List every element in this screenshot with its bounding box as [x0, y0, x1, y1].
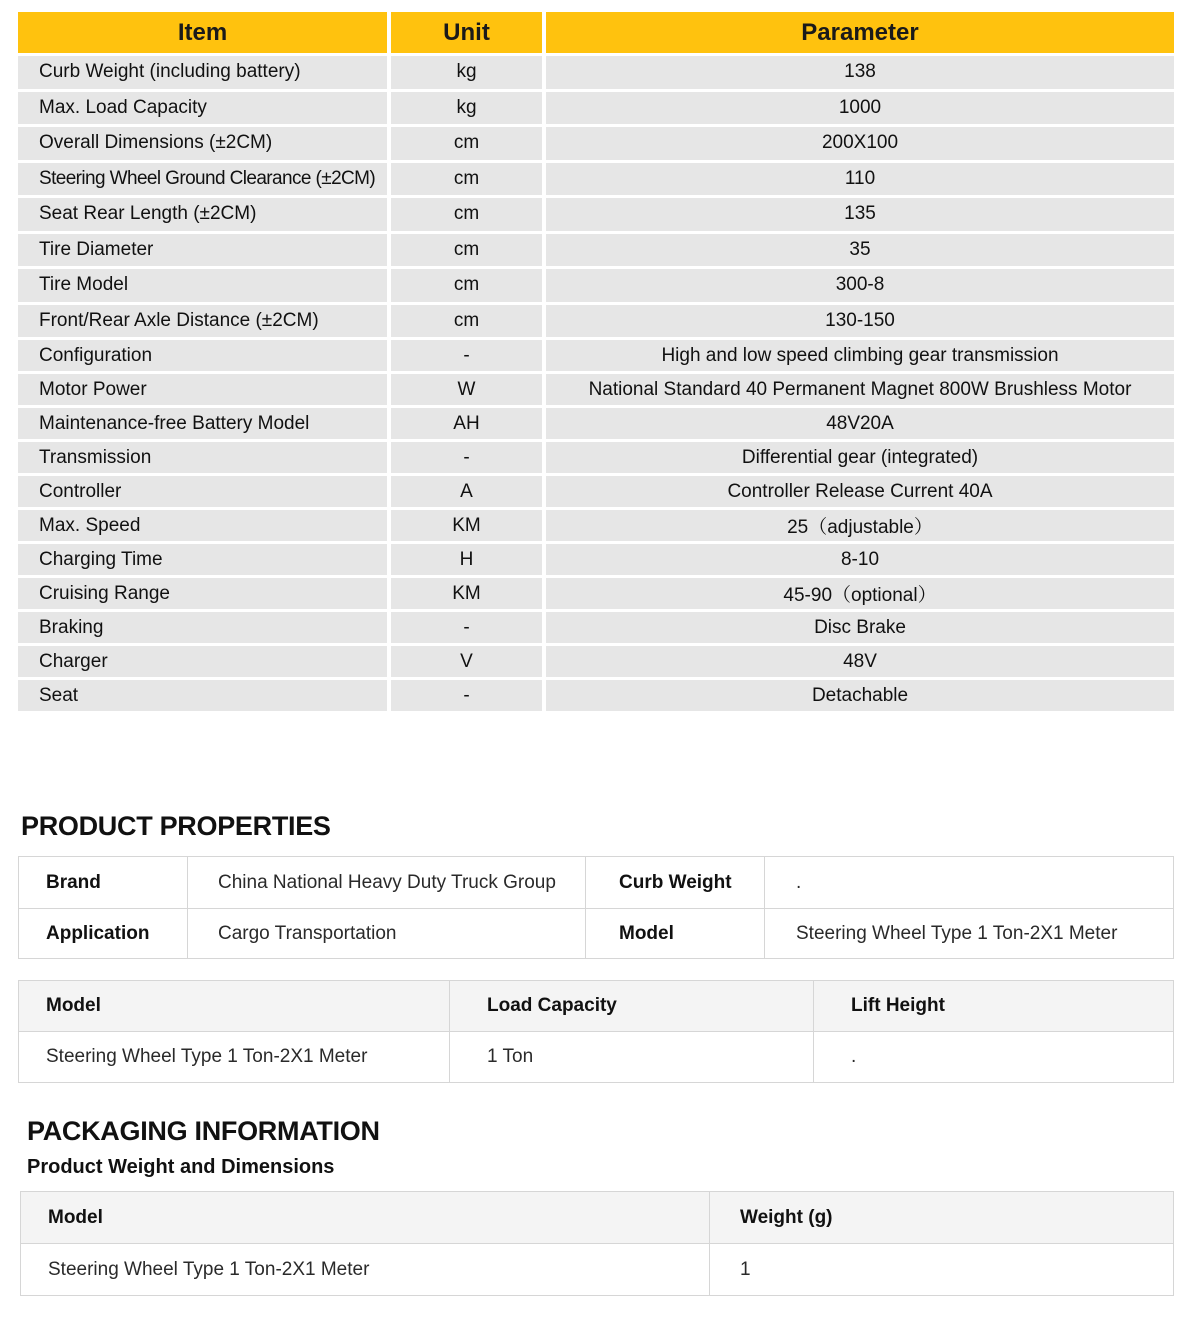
unit-cell-text: V	[460, 650, 473, 672]
item-cell	[18, 56, 391, 89]
unit-cell	[391, 234, 546, 267]
item-cell-text: Tire Model	[39, 274, 129, 296]
parameter-cell-text: National Standard 40 Permanent Magnet 800W Brushless Motor	[588, 378, 1132, 400]
parameter-cell	[546, 544, 1174, 575]
parameter-cell-text: 200X100	[821, 132, 899, 154]
item-cell	[18, 578, 391, 609]
model-table	[18, 980, 1174, 1083]
unit-cell	[391, 269, 546, 302]
item-cell-text: Cruising Range	[39, 582, 170, 604]
unit-cell-text: H	[459, 548, 474, 570]
parameter-cell	[546, 305, 1174, 338]
item-cell	[18, 408, 391, 439]
spec-table-body	[18, 53, 1174, 711]
unit-cell	[391, 442, 546, 473]
table-row	[18, 609, 1174, 643]
unit-cell	[391, 374, 546, 405]
unit-cell-text: -	[463, 344, 470, 366]
unit-cell-text: kg	[456, 61, 477, 83]
item-cell	[18, 340, 391, 371]
parameter-cell	[546, 408, 1174, 439]
unit-cell	[391, 305, 546, 338]
model-cell: Steering Wheel Type 1 Ton-2X1 Meter	[46, 1046, 368, 1067]
packaging-table-header	[21, 1192, 1173, 1243]
unit-cell-text: KM	[452, 514, 481, 536]
parameter-cell-text: 300-8	[835, 274, 885, 296]
item-cell-text: Charging Time	[39, 548, 163, 570]
brand-value: China National Heavy Duty Truck Group	[187, 857, 585, 908]
item-cell	[18, 544, 391, 575]
item-cell-text: Curb Weight (including battery)	[39, 61, 301, 83]
product-properties-grid	[18, 856, 1174, 959]
parameter-cell-text: 48V20A	[826, 412, 894, 434]
item-cell	[18, 612, 391, 643]
unit-cell	[391, 127, 546, 160]
curb-weight-value: .	[764, 857, 1173, 908]
unit-cell	[391, 544, 546, 575]
item-cell-text: Charger	[39, 650, 108, 672]
table-row	[18, 266, 1174, 302]
application-value: Cargo Transportation	[187, 909, 585, 958]
load-capacity-cell: 1 Ton	[449, 1032, 813, 1082]
table-row	[18, 643, 1174, 677]
table-row	[19, 908, 1173, 958]
unit-cell-text: -	[463, 446, 470, 468]
parameter-cell-text: 1000	[838, 96, 882, 118]
table-row	[18, 677, 1174, 711]
parameter-cell	[546, 269, 1174, 302]
unit-cell-text: cm	[453, 132, 480, 154]
item-cell	[18, 510, 391, 541]
parameter-cell	[546, 92, 1174, 125]
item-cell	[18, 127, 391, 160]
table-row	[19, 857, 1173, 908]
item-cell	[18, 646, 391, 677]
unit-cell	[391, 476, 546, 507]
item-cell-text: Max. Load Capacity	[39, 96, 207, 118]
parameter-cell-text: 130-150	[825, 309, 895, 331]
item-cell-text: Motor Power	[39, 378, 147, 400]
header-parameter: Parameter	[546, 12, 1174, 53]
unit-cell-text: KM	[452, 582, 481, 604]
item-cell	[18, 92, 391, 125]
unit-cell-text: cm	[453, 203, 480, 225]
parameter-cell-text: Controller Release Current 40A	[727, 480, 993, 502]
parameter-cell-text: Disc Brake	[814, 616, 906, 638]
parameter-cell	[546, 680, 1174, 711]
parameter-cell	[546, 510, 1174, 541]
item-cell-text: Transmission	[39, 446, 152, 468]
brand-label: Brand	[46, 871, 101, 893]
table-row	[18, 53, 1174, 89]
table-row	[19, 1031, 1173, 1082]
table-row	[18, 507, 1174, 541]
item-cell	[18, 680, 391, 711]
unit-cell-text: AH	[453, 412, 480, 434]
parameter-cell	[546, 646, 1174, 677]
parameter-cell	[546, 127, 1174, 160]
item-cell	[18, 163, 391, 196]
unit-cell	[391, 163, 546, 196]
item-cell-text: Braking	[39, 616, 104, 638]
table-row	[18, 160, 1174, 196]
item-cell	[18, 442, 391, 473]
product-properties-title: PRODUCT PROPERTIES	[21, 811, 331, 841]
header-lift-height: Lift Height	[813, 981, 1173, 1031]
packaging-model-cell: Steering Wheel Type 1 Ton-2X1 Meter	[48, 1258, 370, 1280]
parameter-cell	[546, 374, 1174, 405]
model-value: Steering Wheel Type 1 Ton-2X1 Meter	[764, 909, 1173, 958]
parameter-cell	[546, 56, 1174, 89]
unit-cell-text: cm	[453, 274, 480, 296]
unit-cell-text: cm	[453, 309, 480, 331]
parameter-cell-text: 25（adjustable）	[787, 517, 933, 538]
unit-cell-text: cm	[453, 238, 480, 260]
table-row	[18, 231, 1174, 267]
parameter-cell-text: 110	[844, 167, 876, 189]
parameter-cell-text: 35	[849, 238, 871, 260]
parameter-cell	[546, 612, 1174, 643]
packaging-table	[20, 1191, 1174, 1296]
unit-cell-text: kg	[456, 96, 477, 118]
item-cell	[18, 269, 391, 302]
item-cell-text: Tire Diameter	[39, 238, 154, 260]
parameter-cell-text: High and low speed climbing gear transmission	[661, 344, 1059, 366]
parameter-cell-text: 138	[844, 61, 876, 83]
table-row	[18, 89, 1174, 125]
item-cell-text: Seat Rear Length (±2CM)	[39, 203, 257, 225]
unit-cell	[391, 56, 546, 89]
unit-cell	[391, 680, 546, 711]
spec-table	[18, 12, 1174, 711]
item-cell-text: Front/Rear Axle Distance (±2CM)	[39, 309, 319, 331]
parameter-cell	[546, 234, 1174, 267]
item-cell	[18, 198, 391, 231]
lift-height-cell: .	[813, 1032, 1173, 1082]
parameter-cell-text: Differential gear (integrated)	[741, 446, 979, 468]
header-model: Model	[46, 995, 101, 1016]
unit-cell	[391, 646, 546, 677]
table-row	[21, 1243, 1173, 1295]
parameter-cell	[546, 442, 1174, 473]
parameter-cell-text: 45-90（optional）	[783, 585, 937, 606]
item-cell-text: Overall Dimensions (±2CM)	[39, 132, 273, 154]
parameter-cell	[546, 163, 1174, 196]
table-row	[18, 371, 1174, 405]
parameter-cell	[546, 340, 1174, 371]
unit-cell	[391, 578, 546, 609]
model-table-header	[19, 981, 1173, 1031]
parameter-cell-text: 48V	[843, 650, 877, 672]
unit-cell	[391, 408, 546, 439]
item-cell-text: Maintenance-free Battery Model	[39, 412, 310, 434]
header-weight: Weight (g)	[709, 1192, 1173, 1243]
parameter-cell-text: 135	[844, 203, 876, 225]
item-cell-text: Steering Wheel Ground Clearance (±2CM)	[39, 167, 376, 189]
header-unit: Unit	[391, 12, 546, 53]
parameter-cell	[546, 476, 1174, 507]
item-cell-text: Seat	[39, 684, 79, 706]
item-cell	[18, 476, 391, 507]
item-cell-text: Max. Speed	[39, 514, 141, 536]
unit-cell	[391, 340, 546, 371]
unit-cell-text: cm	[453, 167, 480, 189]
table-row	[18, 302, 1174, 338]
header-item: Item	[18, 12, 391, 53]
parameter-cell	[546, 198, 1174, 231]
unit-cell	[391, 510, 546, 541]
header-load-capacity: Load Capacity	[449, 981, 813, 1031]
table-row	[18, 124, 1174, 160]
item-cell	[18, 305, 391, 338]
unit-cell	[391, 92, 546, 125]
unit-cell-text: A	[460, 480, 473, 502]
unit-cell	[391, 612, 546, 643]
item-cell-text: Controller	[39, 480, 122, 502]
packaging-weight-cell: 1	[709, 1244, 1173, 1295]
unit-cell	[391, 198, 546, 231]
table-row	[18, 439, 1174, 473]
header-model: Model	[48, 1206, 103, 1228]
parameter-cell-text: Detachable	[811, 684, 909, 706]
table-row	[18, 405, 1174, 439]
table-row	[18, 195, 1174, 231]
parameter-cell	[546, 578, 1174, 609]
unit-cell-text: -	[463, 684, 470, 706]
packaging-title: PACKAGING INFORMATION	[27, 1116, 380, 1146]
parameter-cell-text: 8-10	[840, 548, 880, 570]
unit-cell-text: W	[457, 378, 476, 400]
curb-weight-label: Curb Weight	[585, 857, 764, 908]
item-cell	[18, 374, 391, 405]
item-cell	[18, 234, 391, 267]
table-row	[18, 337, 1174, 371]
application-label: Application	[46, 922, 150, 944]
table-row	[18, 541, 1174, 575]
spec-table-header	[18, 12, 1174, 53]
table-row	[18, 575, 1174, 609]
table-row	[18, 473, 1174, 507]
unit-cell-text: -	[463, 616, 470, 638]
packaging-subtitle: Product Weight and Dimensions	[27, 1156, 335, 1178]
model-label: Model	[585, 909, 764, 958]
item-cell-text: Configuration	[39, 344, 153, 366]
